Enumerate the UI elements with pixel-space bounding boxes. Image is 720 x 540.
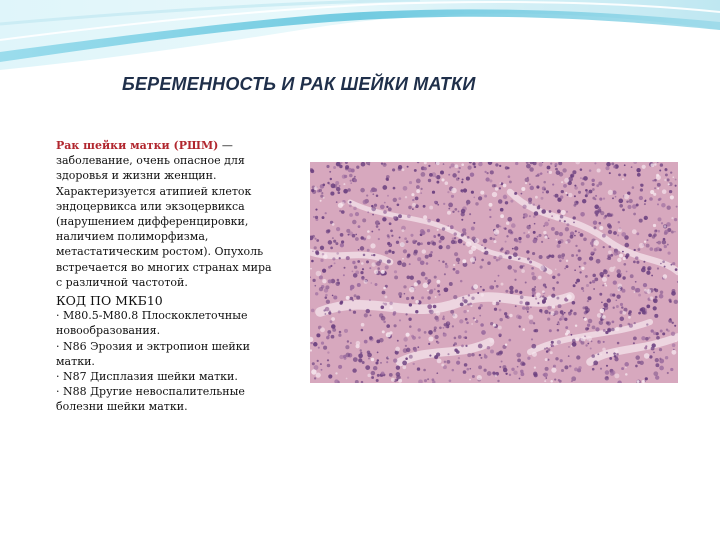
icd-code-item: · N86 Эрозия и эктропион шейки матки.: [56, 339, 250, 368]
histology-tissue-image: [310, 162, 678, 383]
icd-code-item: · M80.5-M80.8 Плоскоклеточные новообразования.: [56, 309, 248, 338]
definition-dash: —: [218, 139, 233, 152]
header-wave-decoration: [0, 0, 720, 80]
icd-heading: КОД ПО МКБ10: [56, 293, 163, 309]
histology-micrograph: [310, 162, 678, 383]
definition-body: заболевание, очень опасное для здоровья и жизни женщин. Характеризуется атипией клеток эндоцервикса или экзоцервикса (нарушением дифференцировки, наличием полиморфизма, метастатическим ростом). Опухоль встречается во многих странах мира с различной частотой.: [56, 154, 272, 289]
definition-term: Рак шейки матки (РШМ): [56, 139, 219, 152]
icd-code-item: · N87 Дисплазия шейки матки.: [56, 370, 238, 384]
definition-text-block: [56, 138, 278, 415]
icd-code-item: · N88 Другие невоспалительные болезни шейки матки.: [56, 385, 245, 414]
definition-paragraph: [56, 138, 278, 290]
slide-title: БЕРЕМЕННОСТЬ И РАК ШЕЙКИ МАТКИ: [122, 74, 476, 94]
